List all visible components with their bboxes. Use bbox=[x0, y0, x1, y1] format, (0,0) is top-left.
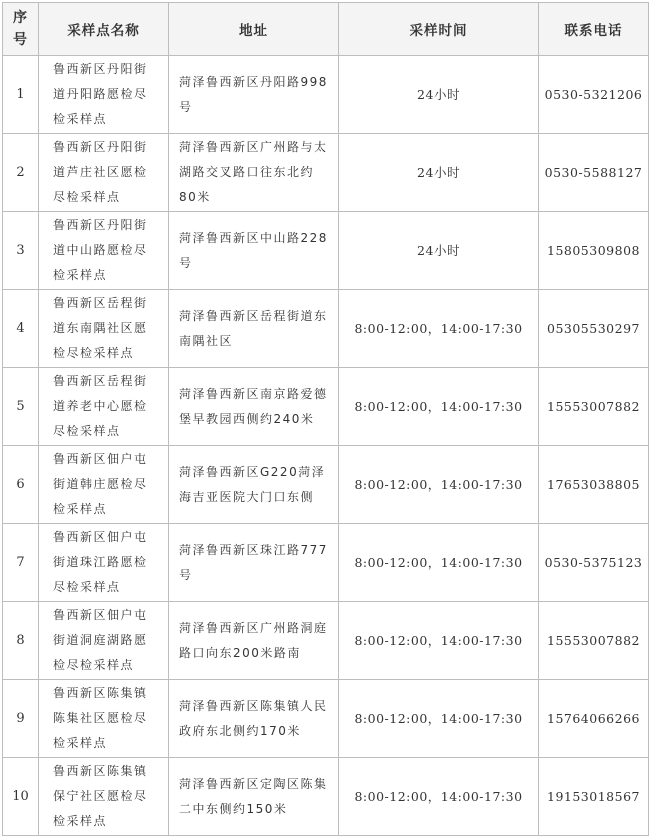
cell-sampling-time: 24小时 bbox=[339, 212, 539, 290]
cell-address: 菏泽鲁西新区岳程街道东南隅社区 bbox=[169, 290, 339, 368]
cell-address: 菏泽鲁西新区陈集镇人民政府东北侧约170米 bbox=[169, 680, 339, 758]
table-row bbox=[3, 56, 649, 134]
cell-seq: 4 bbox=[3, 290, 39, 368]
cell-phone: 17653038805 bbox=[539, 446, 649, 524]
table-row bbox=[3, 368, 649, 446]
cell-phone: 19153018567 bbox=[539, 758, 649, 836]
cell-site-name: 鲁西新区陈集镇保宁社区愿检尽检采样点 bbox=[39, 758, 169, 836]
cell-site-name: 鲁西新区丹阳街道中山路愿检尽检采样点 bbox=[39, 212, 169, 290]
cell-address: 菏泽鲁西新区丹阳路998号 bbox=[169, 56, 339, 134]
cell-phone: 15805309808 bbox=[539, 212, 649, 290]
table-row bbox=[3, 212, 649, 290]
cell-sampling-time: 8:00-12:00，14:00-17:30 bbox=[339, 290, 539, 368]
cell-seq: 5 bbox=[3, 368, 39, 446]
cell-address: 菏泽鲁西新区中山路228号 bbox=[169, 212, 339, 290]
cell-seq: 9 bbox=[3, 680, 39, 758]
cell-seq: 1 bbox=[3, 56, 39, 134]
cell-seq: 2 bbox=[3, 134, 39, 212]
sampling-sites-table bbox=[2, 2, 649, 836]
cell-sampling-time: 8:00-12:00，14:00-17:30 bbox=[339, 758, 539, 836]
table-row bbox=[3, 524, 649, 602]
header-name: 采样点名称 bbox=[39, 3, 169, 56]
cell-phone: 15553007882 bbox=[539, 368, 649, 446]
cell-site-name: 鲁西新区丹阳街道丹阳路愿检尽检采样点 bbox=[39, 56, 169, 134]
cell-address: 菏泽鲁西新区南京路爱德堡早教园西侧约240米 bbox=[169, 368, 339, 446]
cell-phone: 15553007882 bbox=[539, 602, 649, 680]
cell-seq: 3 bbox=[3, 212, 39, 290]
cell-site-name: 鲁西新区佃户屯街道珠江路愿检尽检采样点 bbox=[39, 524, 169, 602]
cell-site-name: 鲁西新区丹阳街道芦庄社区愿检尽检采样点 bbox=[39, 134, 169, 212]
cell-site-name: 鲁西新区岳程街道养老中心愿检尽检采样点 bbox=[39, 368, 169, 446]
cell-sampling-time: 24小时 bbox=[339, 56, 539, 134]
cell-sampling-time: 8:00-12:00，14:00-17:30 bbox=[339, 602, 539, 680]
cell-site-name: 鲁西新区佃户屯街道韩庄愿检尽检采样点 bbox=[39, 446, 169, 524]
cell-address: 菏泽鲁西新区定陶区陈集二中东侧约150米 bbox=[169, 758, 339, 836]
cell-seq: 10 bbox=[3, 758, 39, 836]
header-address: 地址 bbox=[169, 3, 339, 56]
cell-sampling-time: 24小时 bbox=[339, 134, 539, 212]
table-row bbox=[3, 680, 649, 758]
table-row bbox=[3, 134, 649, 212]
cell-sampling-time: 8:00-12:00，14:00-17:30 bbox=[339, 524, 539, 602]
cell-address: 菏泽鲁西新区G220菏泽海吉亚医院大门口东侧 bbox=[169, 446, 339, 524]
table-row bbox=[3, 758, 649, 836]
cell-seq: 6 bbox=[3, 446, 39, 524]
cell-phone: 05305530297 bbox=[539, 290, 649, 368]
header-seq: 序号 bbox=[3, 3, 39, 56]
table-header-row bbox=[3, 3, 649, 56]
header-time: 采样时间 bbox=[339, 3, 539, 56]
cell-address: 菏泽鲁西新区广州路洞庭路口向东200米路南 bbox=[169, 602, 339, 680]
table-row bbox=[3, 290, 649, 368]
cell-phone: 0530-5375123 bbox=[539, 524, 649, 602]
cell-address: 菏泽鲁西新区珠江路777号 bbox=[169, 524, 339, 602]
cell-site-name: 鲁西新区陈集镇陈集社区愿检尽检采样点 bbox=[39, 680, 169, 758]
cell-site-name: 鲁西新区佃户屯街道洞庭湖路愿检尽检采样点 bbox=[39, 602, 169, 680]
cell-seq: 7 bbox=[3, 524, 39, 602]
cell-sampling-time: 8:00-12:00，14:00-17:30 bbox=[339, 680, 539, 758]
cell-address: 菏泽鲁西新区广州路与太湖路交叉路口往东北约80米 bbox=[169, 134, 339, 212]
header-phone: 联系电话 bbox=[539, 3, 649, 56]
table-body bbox=[3, 56, 649, 836]
cell-sampling-time: 8:00-12:00，14:00-17:30 bbox=[339, 446, 539, 524]
cell-sampling-time: 8:00-12:00，14:00-17:30 bbox=[339, 368, 539, 446]
cell-phone: 0530-5321206 bbox=[539, 56, 649, 134]
table-row bbox=[3, 602, 649, 680]
cell-phone: 0530-5588127 bbox=[539, 134, 649, 212]
cell-phone: 15764066266 bbox=[539, 680, 649, 758]
cell-seq: 8 bbox=[3, 602, 39, 680]
table-row bbox=[3, 446, 649, 524]
cell-site-name: 鲁西新区岳程街道东南隅社区愿检尽检采样点 bbox=[39, 290, 169, 368]
